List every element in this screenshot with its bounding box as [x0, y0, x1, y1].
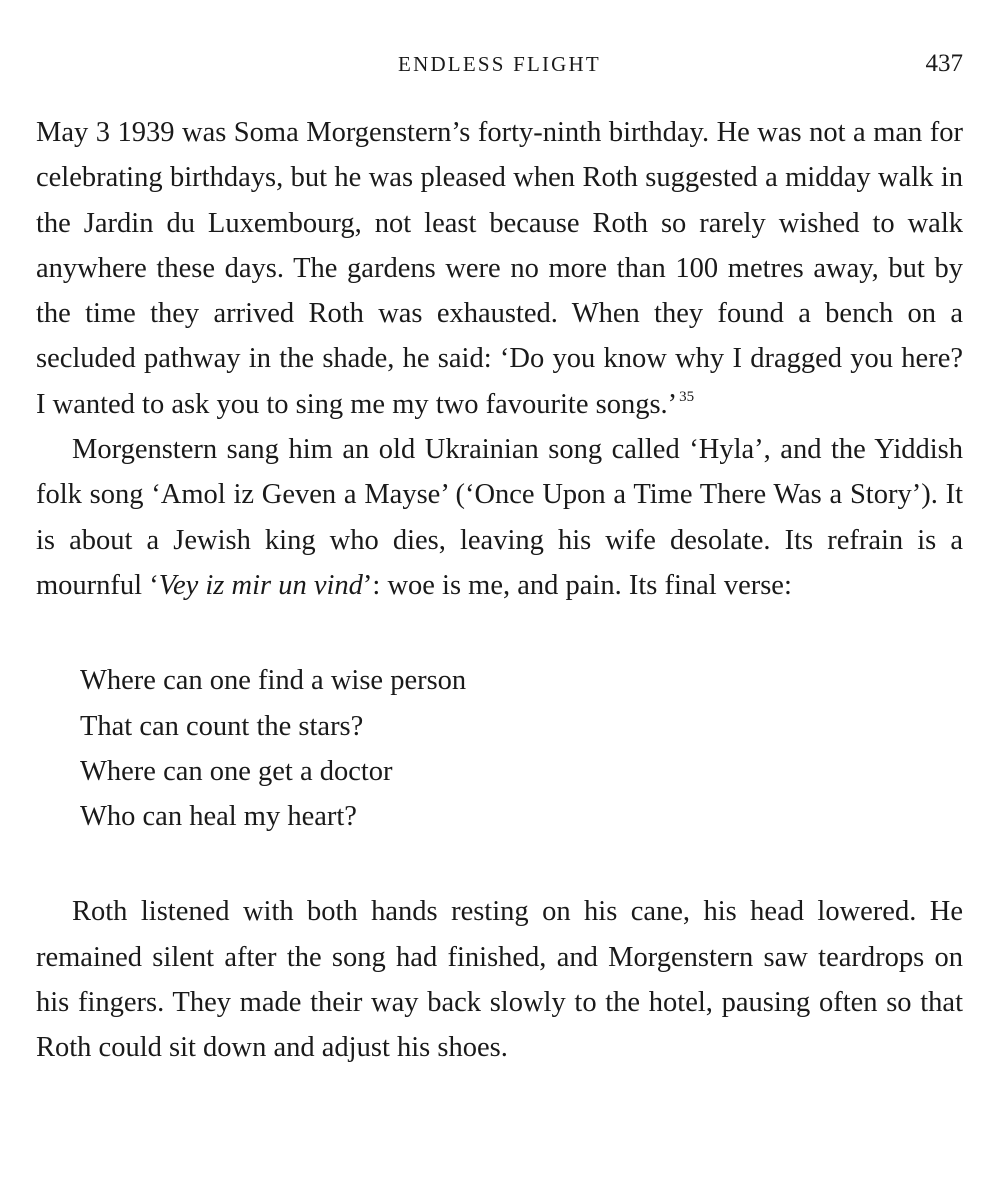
- yiddish-refrain: Vey iz mir un vind: [158, 569, 363, 601]
- body-text: [36, 110, 963, 1071]
- verse-line: That can count the stars?: [80, 710, 364, 742]
- verse-line: Who can heal my heart?: [80, 801, 357, 833]
- paragraph-text: ’: woe is me, and pain. Its final verse:: [362, 569, 792, 601]
- paragraph-closing: Roth listened with both hands resting on his cane, his head lowered. He remained silent after the song had finished, and Morgenstern saw teardrops on his fingers. They made their way back slowly to the hotel, pausing often so that Roth could sit down and adjust his shoes.: [36, 896, 963, 1064]
- verse-block: [80, 658, 963, 839]
- running-title: ENDLESS FLIGHT: [398, 52, 601, 76]
- paragraph-songs: [36, 427, 963, 608]
- verse-line: Where can one get a doctor: [80, 755, 393, 787]
- paragraph-text: May 3 1939 was Soma Morgenstern’s forty-ninth birthday. He was not a man for celebrating birthdays, but he was pleased when Roth suggested a midday walk in the Jardin du Luxembourg, not least because Roth so rarely wished to walk anywhere these days. The gardens were no more than 100 metres away, but by the time they arrived Roth was exhausted. When they found a bench on a secluded pathway in the shade, he said: ‘Do you know why I dragged you here? I wanted to ask you to sing me my two favourite songs.’: [36, 117, 963, 420]
- paragraph-birthday: [36, 110, 963, 427]
- footnote-reference: 35: [679, 388, 695, 405]
- page-number: 437: [925, 50, 963, 77]
- running-head: [36, 50, 963, 84]
- paragraph-text: Morgenstern sang him an old Ukrainian song called ‘Hyla’, and the Yiddish folk song ‘Amol iz Geven a Mayse’ (‘Once Upon a Time There Was a Story’). It is about a Jewish king who dies, leaving his wife desolate. Its refrain is a mournful ‘: [36, 434, 963, 601]
- verse-line: Where can one find a wise person: [80, 665, 467, 697]
